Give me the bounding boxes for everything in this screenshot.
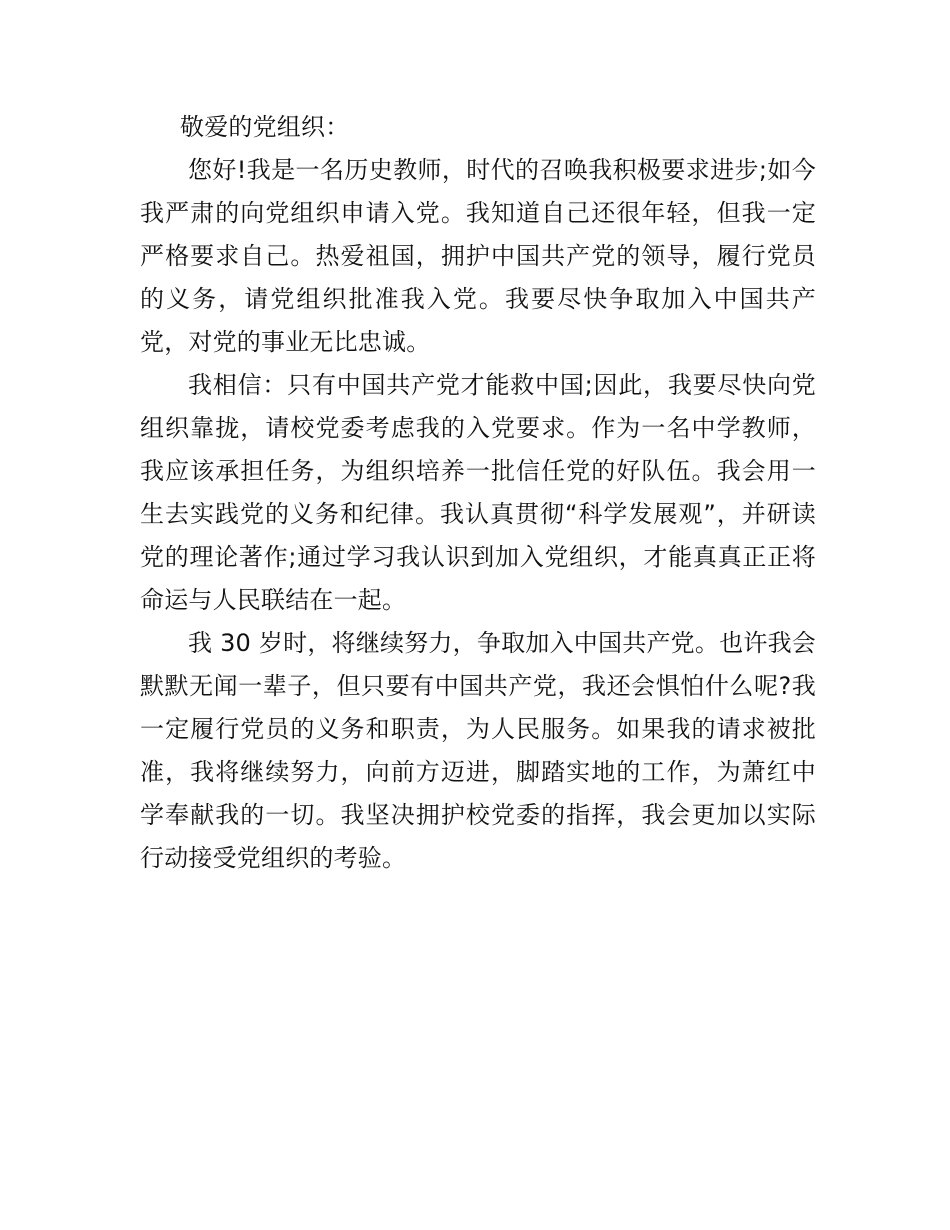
salutation: 敬爱的党组织： — [180, 113, 350, 141]
letter-body — [140, 106, 816, 880]
paragraph-belief: 我相信：只有中国共产党才能救中国;因此，我要尽快向党组织靠拢，请校党委考虑我的入党要求。作为一名中学教师，我应该承担任务，为组织培养一批信任党的好队伍。我会用一生去实践党的义务和纪律。我认真贯彻“科学发展观”，并研读党的理论著作;通过学习我认识到加入党组织，才能真真正正将命运与人民联结在一起。 — [140, 371, 816, 614]
paragraph-commitment: 我 30 岁时，将继续努力，争取加入中国共产党。也许我会默默无闻一辈子，但只要有中国共产党，我还会惧怕什么呢?我一定履行党员的义务和职责，为人民服务。如果我的请求被批准，我将继续努力，向前方迈进，脚踏实地的工作，为萧红中学奉献我的一切。我坚决拥护校党委的指挥，我会更加以实际行动接受党组织的考验。 — [140, 629, 816, 872]
paragraph-greeting: 您好!我是一名历史教师，时代的召唤我积极要求进步;如今我严肃的向党组织申请入党。我知道自己还很年轻，但我一定严格要求自己。热爱祖国，拥护中国共产党的领导，履行党员的义务，请党组织批准我入党。我要尽快争取加入中国共产党，对党的事业无比忠诚。 — [140, 156, 816, 356]
